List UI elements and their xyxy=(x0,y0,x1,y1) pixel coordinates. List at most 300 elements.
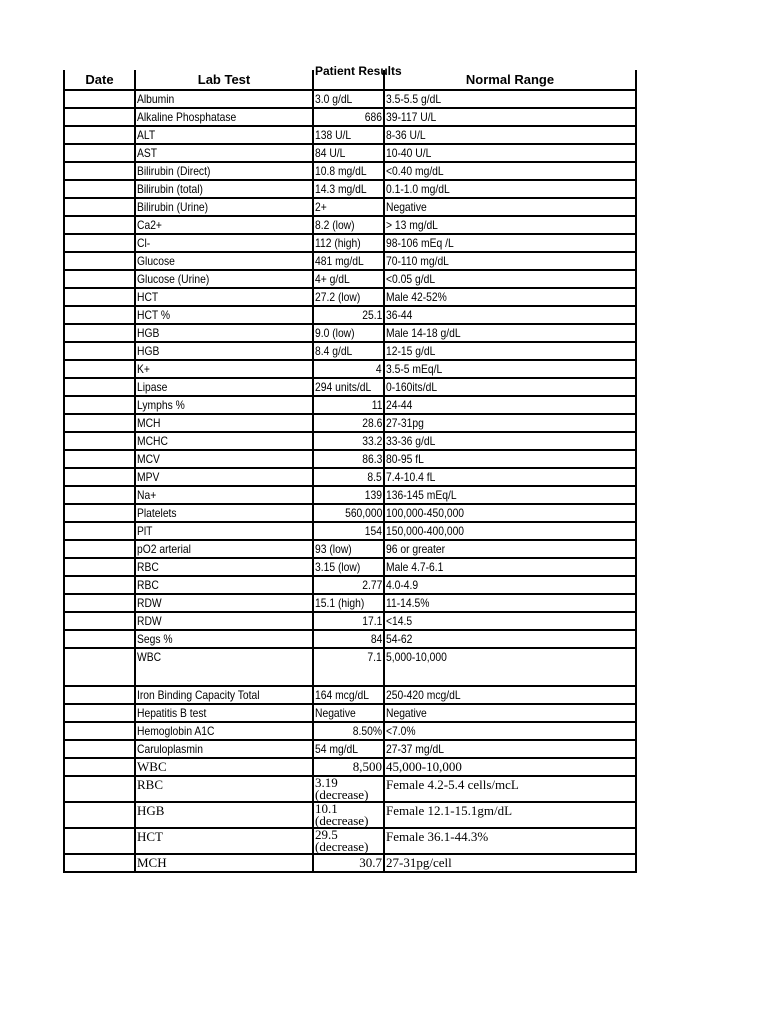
normal-range-cell xyxy=(384,594,636,612)
date-cell xyxy=(64,252,135,270)
normal-range-cell xyxy=(384,180,636,198)
lab-test-cell-text: MCH xyxy=(137,855,167,870)
patient-result-cell-text: 7.1 xyxy=(367,650,382,664)
patient-results-header-text: Patient Results xyxy=(315,64,402,78)
normal-range-cell xyxy=(384,828,636,854)
lab-test-cell-text: Glucose xyxy=(137,254,175,268)
patient-result-cell xyxy=(313,288,384,306)
normal-range-cell xyxy=(384,468,636,486)
table-row xyxy=(64,630,636,648)
normal-range-cell xyxy=(384,162,636,180)
normal-range-cell-text: Female 36.1-44.3% xyxy=(386,829,489,844)
patient-result-cell xyxy=(313,802,384,828)
normal-range-cell-text: Male 42-52% xyxy=(386,290,447,304)
date-cell xyxy=(64,722,135,740)
normal-range-cell-text: 33-36 g/dL xyxy=(386,434,436,448)
date-cell xyxy=(64,288,135,306)
patient-result-cell-text: 15.1 (high) xyxy=(315,596,365,610)
lab-test-cell xyxy=(135,324,313,342)
table-row xyxy=(64,162,636,180)
lab-test-cell xyxy=(135,540,313,558)
patient-result-cell xyxy=(313,594,384,612)
normal-range-cell-text: 27-37 mg/dL xyxy=(386,742,444,756)
lab-test-cell xyxy=(135,686,313,704)
date-cell xyxy=(64,144,135,162)
patient-result-cell-text: 2.77 xyxy=(361,578,382,592)
date-cell xyxy=(64,686,135,704)
lab-test-cell-text: RBC xyxy=(137,560,159,574)
normal-range-cell-text: 136-145 mEq/L xyxy=(386,488,457,502)
patient-result-cell-text: 2+ xyxy=(315,200,327,214)
patient-result-cell-text: 4+ g/dL xyxy=(315,272,350,286)
date-cell xyxy=(64,306,135,324)
date-cell xyxy=(64,324,135,342)
normal-range-cell xyxy=(384,414,636,432)
patient-result-cell-text: 112 (high) xyxy=(315,236,361,250)
patient-result-cell-text: 10.8 mg/dL xyxy=(315,164,367,178)
lab-test-cell xyxy=(135,740,313,758)
lab-test-cell-text: Bilirubin (total) xyxy=(137,182,203,196)
patient-result-cell-text: 8.5 xyxy=(367,470,382,484)
normal-range-cell-text: 11-14.5% xyxy=(386,596,430,610)
table-row xyxy=(64,704,636,722)
lab-test-cell xyxy=(135,108,313,126)
lab-test-cell xyxy=(135,776,313,802)
normal-range-cell-text: 5,000-10,000 xyxy=(386,650,447,664)
lab-test-cell-text: WBC xyxy=(137,650,162,664)
table-row xyxy=(64,360,636,378)
patient-result-cell-text: 84 U/L xyxy=(315,146,346,160)
lab-test-cell-text: HGB xyxy=(137,344,160,358)
normal-range-cell-text: 24-44 xyxy=(386,398,413,412)
patient-result-cell xyxy=(313,576,384,594)
lab-test-cell-text: Platelets xyxy=(137,506,177,520)
normal-range-cell-text: 100,000-450,000 xyxy=(386,506,465,520)
patient-result-cell-text: 28.6 xyxy=(361,416,382,430)
table-row xyxy=(64,90,636,108)
date-cell xyxy=(64,776,135,802)
patient-result-cell xyxy=(313,216,384,234)
lab-test-cell-text: Cl- xyxy=(137,236,151,250)
patient-result-cell xyxy=(313,648,384,686)
date-cell xyxy=(64,576,135,594)
lab-test-cell xyxy=(135,704,313,722)
lab-test-cell-text: Bilirubin (Direct) xyxy=(137,164,211,178)
lab-test-cell xyxy=(135,180,313,198)
lab-test-cell xyxy=(135,432,313,450)
normal-range-cell xyxy=(384,252,636,270)
lab-test-cell-text: Albumin xyxy=(137,92,175,106)
patient-result-cell-text: 8.50% xyxy=(352,724,382,738)
date-cell xyxy=(64,630,135,648)
lab-test-cell-text: RDW xyxy=(137,596,162,610)
normal-range-cell-text: 4.0-4.9 xyxy=(386,578,419,592)
date-cell xyxy=(64,414,135,432)
patient-result-cell xyxy=(313,90,384,108)
lab-test-cell xyxy=(135,234,313,252)
date-cell xyxy=(64,522,135,540)
patient-result-cell xyxy=(313,162,384,180)
date-cell xyxy=(64,854,135,872)
patient-result-cell xyxy=(313,758,384,776)
table-row xyxy=(64,828,636,854)
date-cell xyxy=(64,558,135,576)
normal-range-cell xyxy=(384,776,636,802)
table-row xyxy=(64,740,636,758)
normal-range-cell xyxy=(384,288,636,306)
patient-result-cell-text: 3.0 g/dL xyxy=(315,92,353,106)
table-row xyxy=(64,432,636,450)
lab-test-cell xyxy=(135,504,313,522)
table-row xyxy=(64,468,636,486)
patient-result-cell-text: 164 mcg/dL xyxy=(315,688,369,702)
normal-range-cell-text: 45,000-10,000 xyxy=(386,759,462,774)
normal-range-cell-text: 10-40 U/L xyxy=(386,146,432,160)
patient-result-cell-text: 3.19 (decrease) xyxy=(315,775,369,802)
table-row xyxy=(64,522,636,540)
normal-range-cell xyxy=(384,630,636,648)
lab-test-cell-text: PlT xyxy=(137,524,153,538)
lab-test-cell xyxy=(135,450,313,468)
date-cell xyxy=(64,486,135,504)
date-cell xyxy=(64,162,135,180)
normal-range-cell-text: 0.1-1.0 mg/dL xyxy=(386,182,450,196)
lab-test-cell xyxy=(135,252,313,270)
patient-result-cell-text: 686 xyxy=(364,110,382,124)
date-cell xyxy=(64,378,135,396)
lab-test-cell-text: RDW xyxy=(137,614,162,628)
patient-result-cell-text: 560,000 xyxy=(344,506,382,520)
lab-test-cell xyxy=(135,468,313,486)
table-row xyxy=(64,540,636,558)
lab-test-cell-text: Alkaline Phosphatase xyxy=(137,110,237,124)
patient-result-cell xyxy=(313,324,384,342)
patient-result-cell xyxy=(313,270,384,288)
normal-range-cell xyxy=(384,90,636,108)
patient-result-cell xyxy=(313,630,384,648)
lab-test-cell-text: MPV xyxy=(137,470,160,484)
lab-test-cell xyxy=(135,828,313,854)
patient-result-cell xyxy=(313,854,384,872)
normal-range-cell xyxy=(384,486,636,504)
lab-test-cell-text: HCT xyxy=(137,829,163,844)
lab-test-cell xyxy=(135,648,313,686)
date-cell xyxy=(64,594,135,612)
normal-range-cell xyxy=(384,306,636,324)
lab-test-cell-text: K+ xyxy=(137,362,150,376)
normal-range-cell-text: 27-31pg/cell xyxy=(386,855,452,870)
normal-range-cell-text: > 13 mg/dL xyxy=(386,218,438,232)
normal-range-cell-text: 96 or greater xyxy=(386,542,446,556)
normal-range-cell xyxy=(384,612,636,630)
patient-result-cell xyxy=(313,776,384,802)
lab-test-cell-text: AST xyxy=(137,146,158,160)
table-row xyxy=(64,396,636,414)
patient-result-cell xyxy=(313,740,384,758)
lab-test-cell-text: Glucose (Urine) xyxy=(137,272,210,286)
table-row xyxy=(64,802,636,828)
normal-range-cell-text: Negative xyxy=(386,200,427,214)
patient-result-cell-text: 138 U/L xyxy=(315,128,352,142)
table-row xyxy=(64,576,636,594)
lab-test-cell xyxy=(135,90,313,108)
normal-range-cell xyxy=(384,648,636,686)
lab-test-cell xyxy=(135,342,313,360)
lab-test-cell-text: Segs % xyxy=(137,632,173,646)
normal-range-cell-text: 8-36 U/L xyxy=(386,128,426,142)
table-row xyxy=(64,216,636,234)
lab-test-cell-text: Na+ xyxy=(137,488,157,502)
table-row xyxy=(64,234,636,252)
normal-range-cell xyxy=(384,234,636,252)
date-cell xyxy=(64,648,135,686)
date-header: Date xyxy=(64,70,135,90)
table-row xyxy=(64,450,636,468)
lab-test-header: Lab Test xyxy=(135,70,313,90)
lab-test-cell xyxy=(135,396,313,414)
normal-range-cell xyxy=(384,576,636,594)
normal-range-cell xyxy=(384,802,636,828)
patient-result-cell xyxy=(313,378,384,396)
lab-test-cell xyxy=(135,576,313,594)
date-cell xyxy=(64,180,135,198)
normal-range-cell-text: Female 12.1-15.1gm/dL xyxy=(386,803,513,818)
table-row xyxy=(64,180,636,198)
patient-result-cell xyxy=(313,234,384,252)
lab-test-cell xyxy=(135,854,313,872)
normal-range-cell-text: <0.05 g/dL xyxy=(386,272,436,286)
normal-range-cell xyxy=(384,758,636,776)
date-cell xyxy=(64,450,135,468)
lab-test-cell xyxy=(135,758,313,776)
table-row xyxy=(64,252,636,270)
patient-results-header xyxy=(313,64,402,90)
lab-test-cell xyxy=(135,722,313,740)
patient-result-cell-text: 25.1 xyxy=(361,308,382,322)
normal-range-cell xyxy=(384,198,636,216)
table-row xyxy=(64,108,636,126)
patient-result-cell-text: 29.5 (decrease) xyxy=(315,827,369,854)
patient-result-cell xyxy=(313,704,384,722)
normal-range-cell xyxy=(384,558,636,576)
patient-result-cell-text: 27.2 (low) xyxy=(315,290,361,304)
normal-range-cell xyxy=(384,216,636,234)
lab-test-cell-text: Lipase xyxy=(137,380,168,394)
table-row xyxy=(64,324,636,342)
patient-result-cell-text: 86.3 xyxy=(361,452,382,466)
patient-result-cell xyxy=(313,342,384,360)
date-cell xyxy=(64,270,135,288)
patient-result-cell-text: 8.4 g/dL xyxy=(315,344,353,358)
date-cell xyxy=(64,342,135,360)
patient-result-cell-text: 8.2 (low) xyxy=(315,218,355,232)
normal-range-cell-text: Male 4.7-6.1 xyxy=(386,560,444,574)
date-cell xyxy=(64,108,135,126)
patient-result-cell-text: 84 xyxy=(370,632,382,646)
normal-range-cell-text: Female 4.2-5.4 cells/mcL xyxy=(386,777,519,792)
lab-results-table xyxy=(63,64,637,873)
lab-test-cell-text: Ca2+ xyxy=(137,218,162,232)
lab-test-cell-text: ALT xyxy=(137,128,156,142)
lab-test-cell xyxy=(135,360,313,378)
lab-test-cell xyxy=(135,288,313,306)
normal-range-cell xyxy=(384,704,636,722)
lab-test-cell-text: Caruloplasmin xyxy=(137,742,203,756)
patient-result-cell xyxy=(313,450,384,468)
normal-range-cell xyxy=(384,722,636,740)
lab-test-cell-text: Hepatitis B test xyxy=(137,706,207,720)
patient-result-cell xyxy=(313,558,384,576)
table-row xyxy=(64,504,636,522)
date-cell xyxy=(64,432,135,450)
patient-result-cell xyxy=(313,522,384,540)
date-cell xyxy=(64,612,135,630)
patient-result-cell-text: 10.1 (decrease) xyxy=(315,801,369,828)
patient-result-cell xyxy=(313,540,384,558)
lab-test-cell-text: Hemoglobin A1C xyxy=(137,724,215,738)
lab-test-cell-text: HCT % xyxy=(137,308,171,322)
normal-range-cell-text: 80-95 fL xyxy=(386,452,424,466)
normal-range-cell-text: Negative xyxy=(386,706,427,720)
table-row xyxy=(64,854,636,872)
lab-test-cell xyxy=(135,594,313,612)
patient-result-cell xyxy=(313,198,384,216)
lab-test-cell-text: Iron Binding Capacity Total xyxy=(137,688,260,702)
lab-test-cell-text: MCV xyxy=(137,452,160,466)
patient-result-cell xyxy=(313,306,384,324)
date-cell xyxy=(64,802,135,828)
patient-result-cell-text: 30.7 xyxy=(359,855,382,870)
patient-result-cell xyxy=(313,396,384,414)
normal-range-cell xyxy=(384,144,636,162)
header-row xyxy=(64,70,636,90)
lab-test-cell xyxy=(135,802,313,828)
patient-result-cell-text: 14.3 mg/dL xyxy=(315,182,367,196)
normal-range-cell xyxy=(384,108,636,126)
date-cell xyxy=(64,90,135,108)
lab-test-cell-text: RBC xyxy=(137,578,159,592)
normal-range-cell-text: 150,000-400,000 xyxy=(386,524,465,538)
lab-test-cell xyxy=(135,306,313,324)
lab-test-cell xyxy=(135,126,313,144)
patient-result-cell-text: 54 mg/dL xyxy=(315,742,359,756)
normal-range-cell-text: 7.4-10.4 fL xyxy=(386,470,436,484)
lab-test-cell xyxy=(135,558,313,576)
normal-range-cell xyxy=(384,360,636,378)
normal-range-cell xyxy=(384,396,636,414)
date-cell xyxy=(64,126,135,144)
normal-range-cell xyxy=(384,540,636,558)
lab-test-cell-text: Bilirubin (Urine) xyxy=(137,200,209,214)
patient-result-cell xyxy=(313,612,384,630)
normal-range-cell-text: 12-15 g/dL xyxy=(386,344,436,358)
date-cell xyxy=(64,234,135,252)
table-row xyxy=(64,126,636,144)
normal-range-cell xyxy=(384,504,636,522)
lab-test-cell xyxy=(135,144,313,162)
date-cell xyxy=(64,360,135,378)
date-cell xyxy=(64,468,135,486)
date-cell xyxy=(64,758,135,776)
lab-test-cell-text: HCT xyxy=(137,290,159,304)
lab-test-cell xyxy=(135,522,313,540)
lab-test-cell xyxy=(135,270,313,288)
normal-range-cell xyxy=(384,450,636,468)
date-cell xyxy=(64,216,135,234)
table-row xyxy=(64,306,636,324)
normal-range-cell-text: 3.5-5 mEq/L xyxy=(386,362,443,376)
patient-result-cell xyxy=(313,504,384,522)
table-row xyxy=(64,648,636,686)
table-row xyxy=(64,486,636,504)
patient-result-cell-text: 93 (low) xyxy=(315,542,352,556)
date-cell xyxy=(64,704,135,722)
normal-range-cell xyxy=(384,522,636,540)
normal-range-cell-text: 3.5-5.5 g/dL xyxy=(386,92,442,106)
lab-test-cell xyxy=(135,612,313,630)
patient-result-cell xyxy=(313,360,384,378)
table-row xyxy=(64,144,636,162)
lab-test-cell-text: RBC xyxy=(137,777,164,792)
table-row xyxy=(64,270,636,288)
table-row xyxy=(64,612,636,630)
normal-range-cell xyxy=(384,126,636,144)
normal-range-cell-text: Male 14-18 g/dL xyxy=(386,326,461,340)
normal-range-header: Normal Range xyxy=(384,70,636,90)
normal-range-cell-text: <7.0% xyxy=(386,724,416,738)
patient-result-cell-text: 294 units/dL xyxy=(315,380,372,394)
patient-result-cell-text: Negative xyxy=(315,706,356,720)
normal-range-cell-text: <0.40 mg/dL xyxy=(386,164,444,178)
lab-test-cell-text: HGB xyxy=(137,803,165,818)
normal-range-cell-text: 36-44 xyxy=(386,308,413,322)
normal-range-cell-text: 70-110 mg/dL xyxy=(386,254,449,268)
normal-range-cell xyxy=(384,854,636,872)
date-cell xyxy=(64,540,135,558)
patient-result-cell-text: 17.1 xyxy=(361,614,382,628)
patient-result-cell-text: 33.2 xyxy=(361,434,382,448)
patient-result-cell xyxy=(313,108,384,126)
normal-range-cell xyxy=(384,686,636,704)
table-row xyxy=(64,342,636,360)
table-row xyxy=(64,594,636,612)
lab-test-cell xyxy=(135,378,313,396)
lab-test-cell xyxy=(135,486,313,504)
lab-test-cell xyxy=(135,216,313,234)
patient-result-cell-text: 8,500 xyxy=(352,759,382,774)
table-row xyxy=(64,558,636,576)
table-row xyxy=(64,378,636,396)
patient-result-cell-text: 481 mg/dL xyxy=(315,254,364,268)
table-body xyxy=(64,90,636,872)
lab-test-cell-text: Lymphs % xyxy=(137,398,185,412)
lab-test-cell-text: pO2 arterial xyxy=(137,542,191,556)
patient-result-cell xyxy=(313,722,384,740)
patient-result-cell xyxy=(313,432,384,450)
patient-result-cell xyxy=(313,180,384,198)
table-row xyxy=(64,288,636,306)
lab-test-cell-text: MCH xyxy=(137,416,161,430)
normal-range-cell-text: 54-62 xyxy=(386,632,413,646)
patient-result-cell-text: 4 xyxy=(376,362,382,376)
table-row xyxy=(64,414,636,432)
table-row xyxy=(64,722,636,740)
date-cell xyxy=(64,828,135,854)
patient-result-cell xyxy=(313,686,384,704)
table-row xyxy=(64,758,636,776)
patient-result-cell xyxy=(313,126,384,144)
patient-result-cell xyxy=(313,144,384,162)
